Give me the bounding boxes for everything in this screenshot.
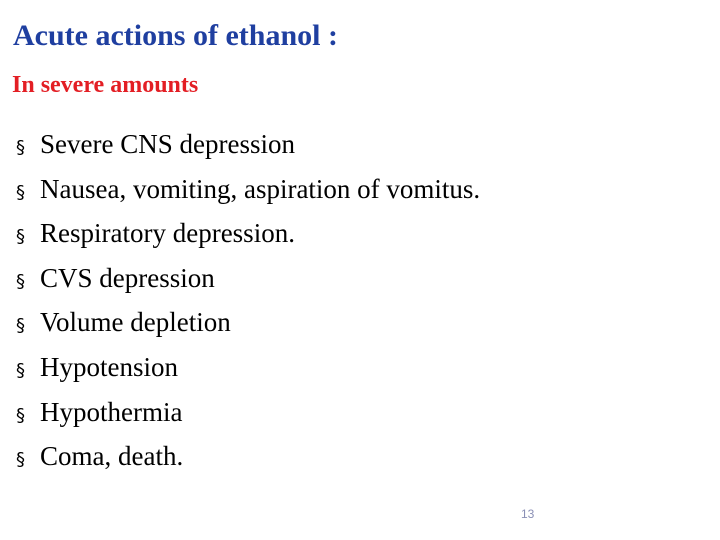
- bullet-marker-icon: §: [16, 226, 25, 248]
- slide-subtitle: In severe amounts: [12, 72, 199, 98]
- bullet-text: CVS depression: [40, 262, 215, 293]
- bullet-text: Coma, death.: [40, 441, 184, 472]
- bullet-item: [16, 213, 480, 258]
- bullet-marker-icon: §: [16, 315, 25, 337]
- bullet-item: [16, 392, 480, 437]
- bullet-marker-icon: §: [16, 181, 25, 203]
- bullet-list: [16, 124, 480, 481]
- bullet-text: Nausea, vomiting, aspiration of vomitus.: [40, 173, 481, 204]
- bullet-text: Hypotension: [40, 351, 178, 382]
- bullet-marker-icon: §: [16, 270, 25, 292]
- bullet-item: [16, 169, 480, 214]
- bullet-text: Severe CNS depression: [40, 129, 295, 159]
- bullet-item: [16, 258, 480, 303]
- bullet-marker-icon: §: [16, 404, 25, 426]
- bullet-text: Hypothermia: [40, 396, 183, 427]
- bullet-marker-icon: §: [16, 359, 25, 381]
- page-number: 13: [521, 507, 535, 521]
- bullet-item: [16, 124, 480, 169]
- bullet-text: Respiratory depression.: [40, 218, 295, 249]
- bullet-marker-icon: §: [16, 449, 25, 471]
- bullet-item: [16, 302, 480, 347]
- bullet-item: [16, 347, 480, 392]
- bullet-marker-icon: §: [16, 137, 25, 158]
- bullet-text: Volume depletion: [40, 307, 231, 338]
- slide-title: Acute actions of ethanol :: [13, 19, 338, 52]
- bullet-item: [16, 436, 480, 481]
